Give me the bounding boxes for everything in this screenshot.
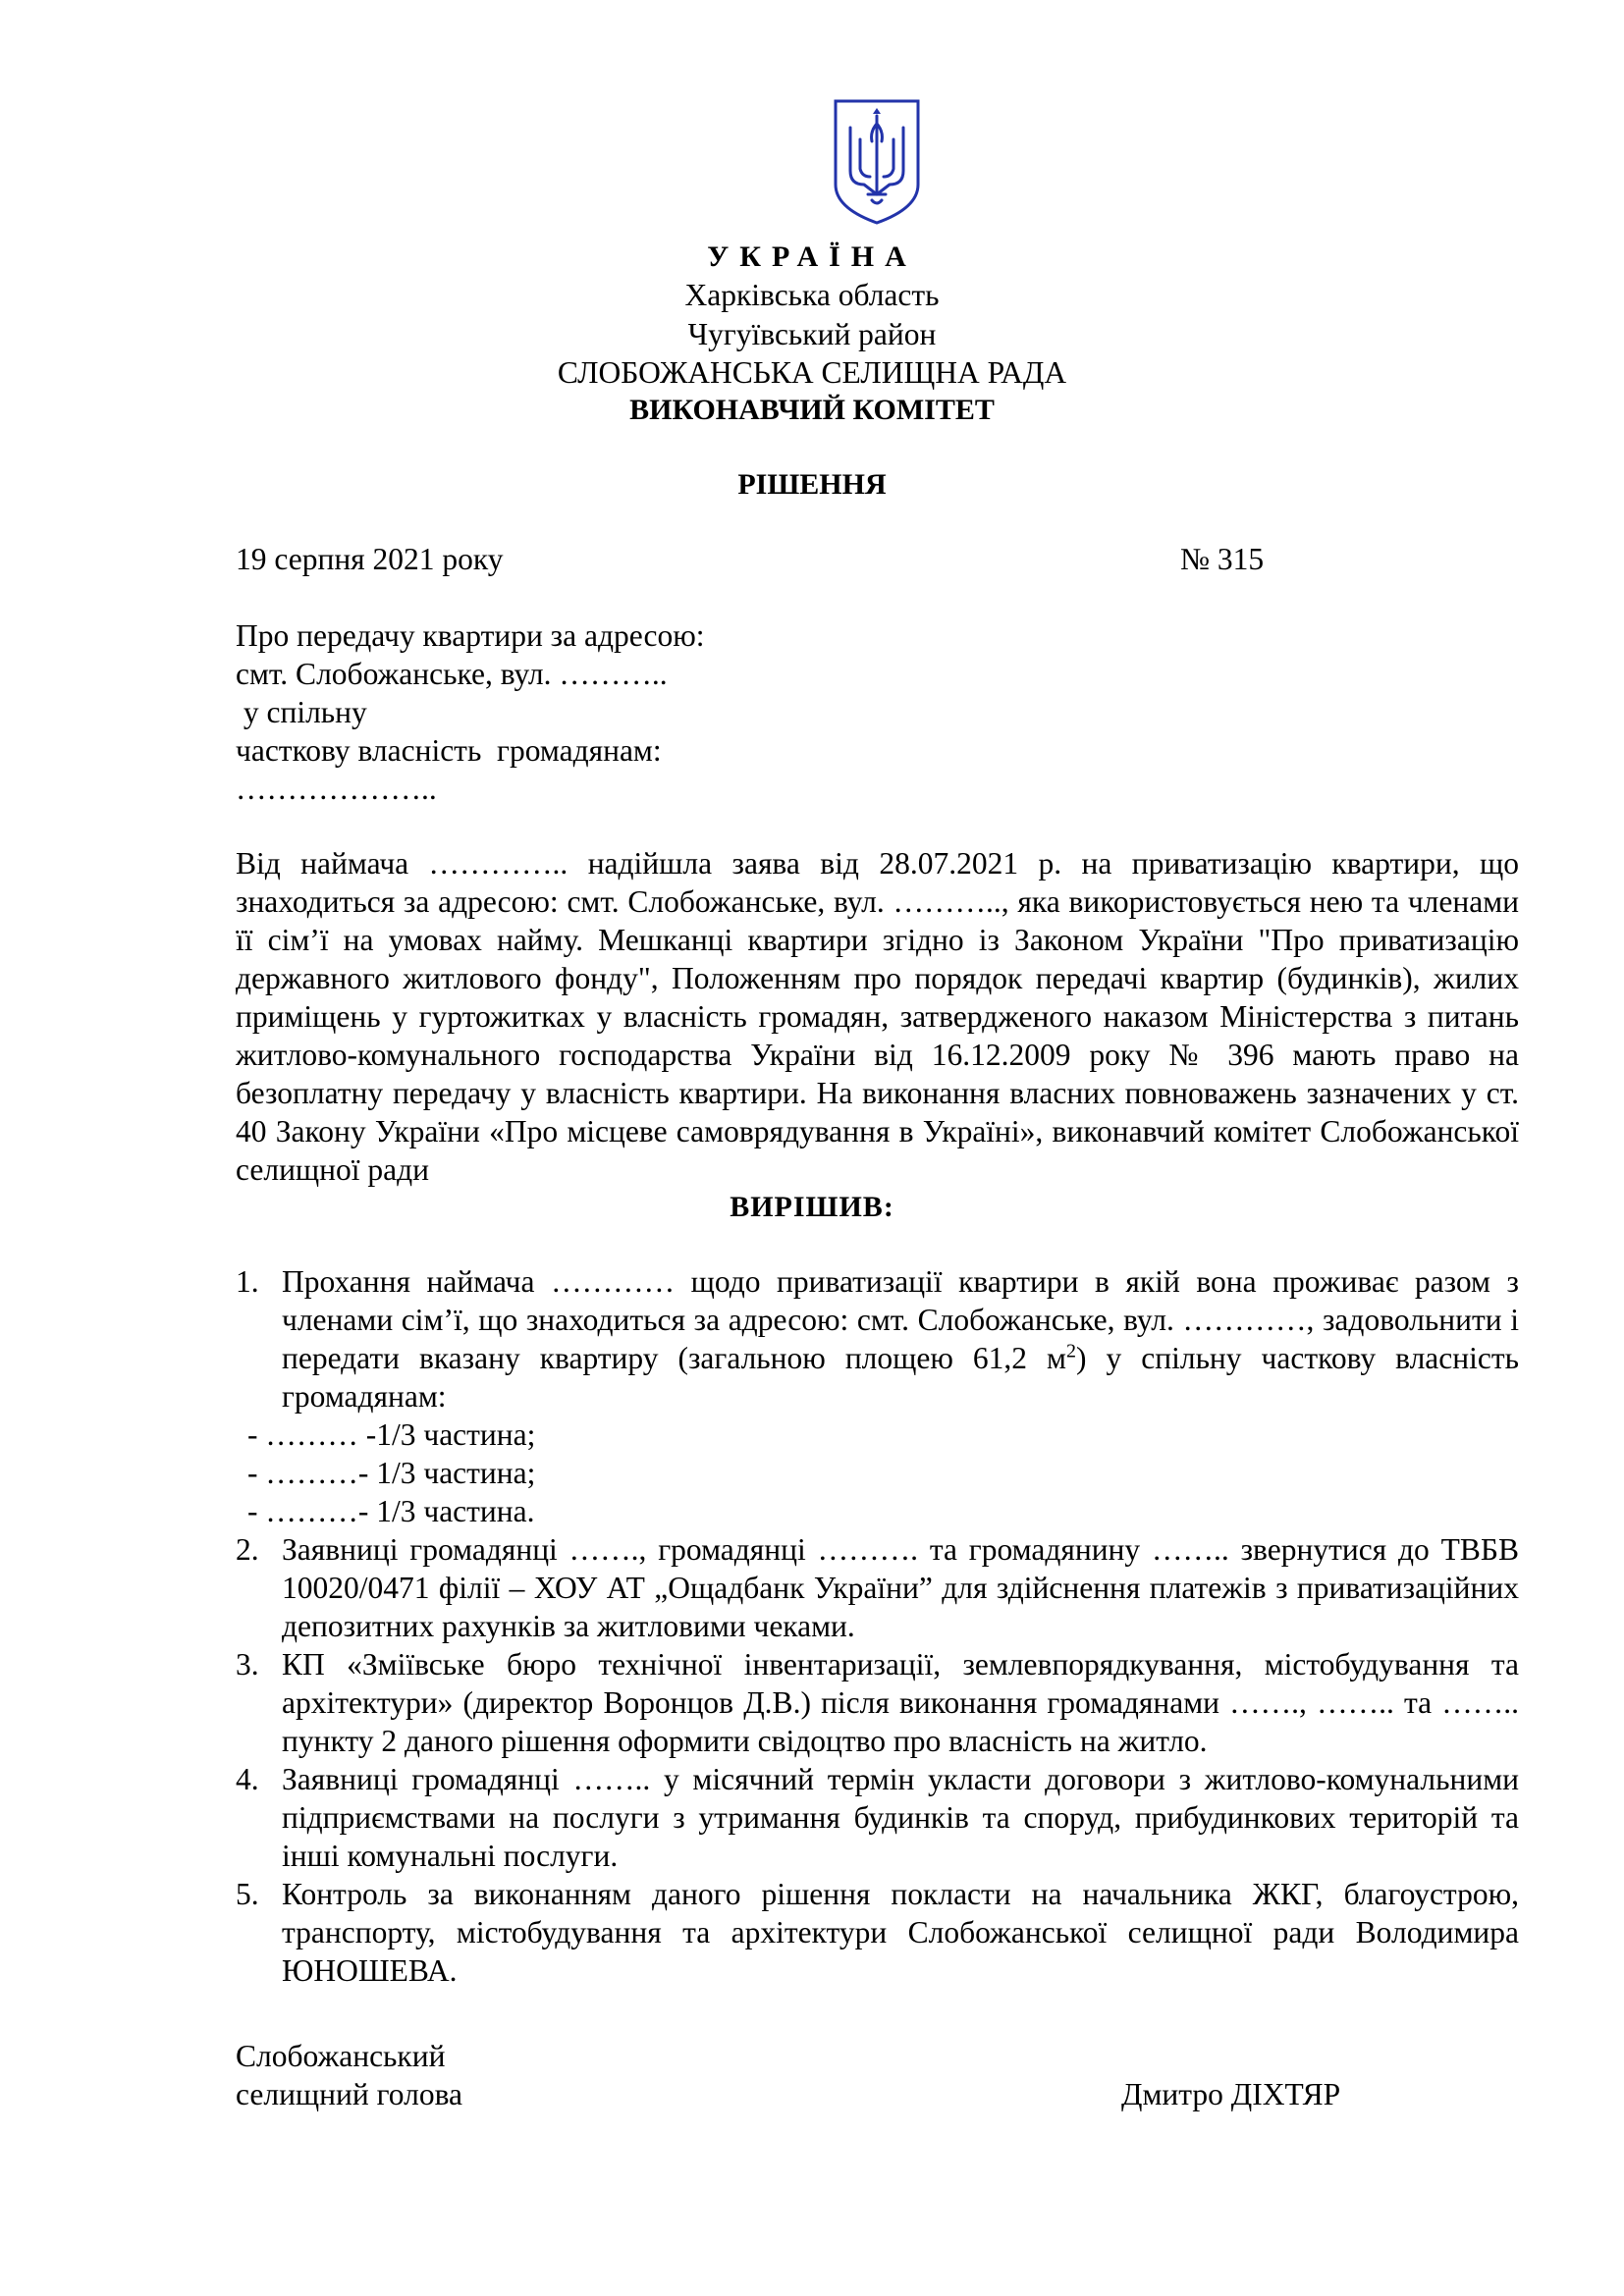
decision-subject bbox=[236, 616, 923, 808]
subject-line: у спільну bbox=[236, 695, 367, 729]
item-text: Заявниці громадянці ……., громадянці ………. та громадянину …….. звернутися до ТВБВ 10020/0471 філії – ХОУ АТ „Ощадбанк України” для здійснення платежів з приватизаційних депозитних рахунків за житловими чеками. bbox=[282, 1532, 1519, 1643]
item-number: 4. bbox=[236, 1762, 259, 1796]
preamble-text: Від наймача ………….. надійшла заява від 28.07.2021 р. на приватизацію квартири, що знаходиться за адресою: смт. Слобожанське, вул. ……….., яка використовується нею та членами її сім’ї на умовах найму. Мешканці квартири згідно із Законом України "Про приватизацію державного житлового фонду", Положенням про порядок передачі квартир (будинків), жилих приміщень у гуртожитках у власність громадян, затвердженого наказом Міністерства з питань житлово-комунального господарства України від 16.12.2009 року № 396 мають право на безоплатну передачу у власність квартири. На виконання власних повноважень зазначених у ст. 40 Закону України «Про місцеве самоврядування в Україні», виконавчий комітет Слобожанської селищної ради bbox=[236, 846, 1519, 1187]
subject-line: ……………….. bbox=[236, 772, 437, 806]
item-text: КП «Зміївське бюро технічної інвентаризації, землевпорядкування, містобудування та архітектури» (директор Воронцов Д.В.) після виконання громадянами ……., …….. та …….. пункту 2 даного рішення оформити свідоцтво про власність на житло. bbox=[282, 1647, 1519, 1758]
decision-item-5 bbox=[236, 1875, 1519, 1990]
country-name: УКРАЇНА bbox=[707, 240, 917, 273]
signer-title-line-2: селищний голова bbox=[236, 2077, 463, 2111]
subject-line: часткову власність громадянам: bbox=[236, 733, 662, 768]
council-name: СЛОБОЖАНСЬКА СЕЛИЩНА РАДА bbox=[557, 355, 1067, 390]
decision-item-2 bbox=[236, 1530, 1519, 1645]
document-title: РІШЕННЯ bbox=[737, 468, 887, 501]
committee-name: ВИКОНАВЧИЙ КОМІТЕТ bbox=[629, 394, 995, 426]
decision-item-1 bbox=[236, 1262, 1519, 1415]
item-number: 1. bbox=[236, 1264, 259, 1299]
item-text: ) у спільну часткову власність громадянам: bbox=[282, 1341, 1519, 1414]
share-line: - ………- 1/3 частина; bbox=[247, 1456, 536, 1490]
item-text: Заявниці громадянці …….. у місячний термін укласти договори з житлово-комунальними підприємствами на послуги з утримання будинків та споруд, прибудинкових територій та інші комунальні послуги. bbox=[282, 1762, 1519, 1873]
decision-item-4 bbox=[236, 1760, 1519, 1875]
item-text: Контроль за виконанням даного рішення покласти на начальника ЖКГ, благоустрою, транспорту, містобудування та архітектури Слобожанської селищної ради Володимира ЮНОШЕВА. bbox=[282, 1877, 1519, 1988]
raion-name: Чугуївський район bbox=[687, 317, 937, 351]
oblast-name: Харківська область bbox=[684, 278, 940, 312]
decision-number: № 315 bbox=[1180, 542, 1265, 576]
signer-name: Дмитро ДІХТЯР bbox=[1121, 2077, 1341, 2111]
decided-heading: ВИРІШИВ: bbox=[730, 1191, 894, 1223]
preamble bbox=[236, 844, 1519, 1189]
subject-line: Про передачу квартири за адресою: bbox=[236, 618, 705, 653]
ukraine-coat-of-arms-icon bbox=[833, 98, 921, 226]
item-text: Прохання наймача ………… щодо приватизації квартири в якій вона проживає разом з членами сім’ї, що знаходиться за адресою: смт. Слобожанське, вул. …………, задовольнити і передати вказану квартиру (загальною площею 61,2 м bbox=[282, 1264, 1519, 1375]
item-number: 5. bbox=[236, 1877, 259, 1911]
signer-title-line-1: Слобожанський bbox=[236, 2039, 446, 2073]
item-number: 2. bbox=[236, 1532, 259, 1567]
decision-item-3 bbox=[236, 1645, 1519, 1760]
decision-items bbox=[236, 1262, 1519, 1990]
decision-date: 19 серпня 2021 року bbox=[236, 542, 504, 576]
share-line: - ………- 1/3 частина. bbox=[247, 1494, 535, 1528]
share-line: - ……… -1/3 частина; bbox=[247, 1417, 536, 1452]
item-superscript: 2 bbox=[1066, 1340, 1076, 1362]
subject-line: смт. Слобожанське, вул. ……….. bbox=[236, 657, 668, 691]
item-number: 3. bbox=[236, 1647, 259, 1682]
